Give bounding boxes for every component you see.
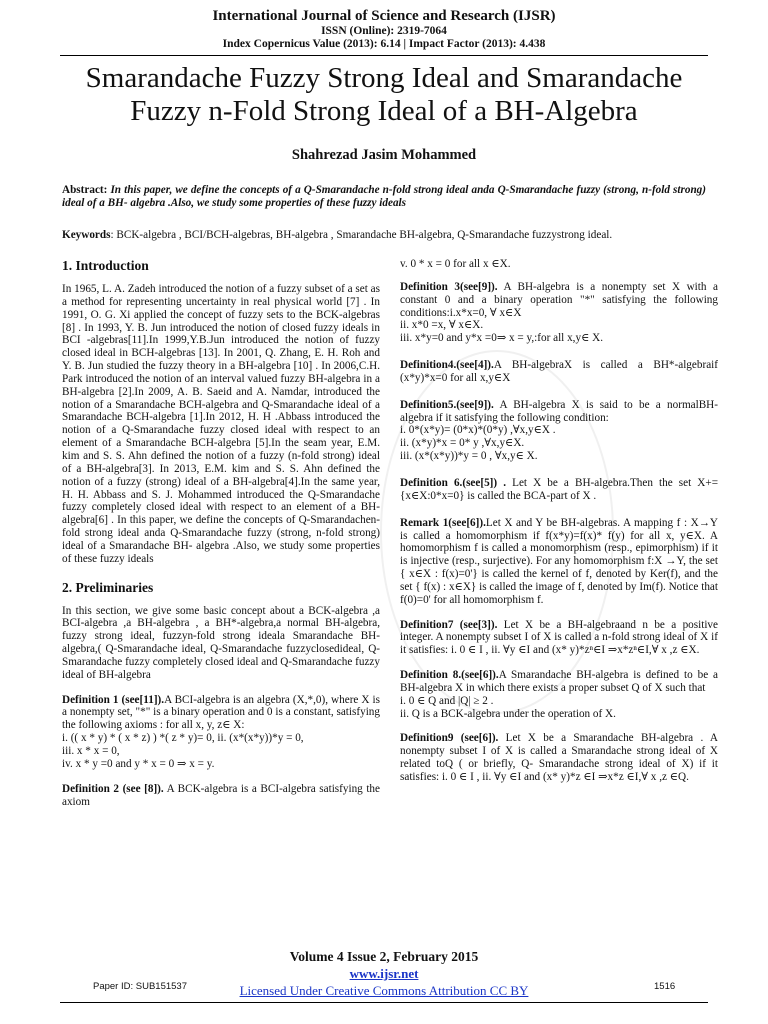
paper-id: Paper ID: SUB151537 [93,981,188,992]
definition-5: Definition5.(see[9]). A BH-algebra X is said to be a normalBH-algebra if it satisfying the following condition: i. 0*(x*y)= (0*x)*(0*y) ,∀x,y∈X . ii. (x*y)*x = 0* y ,∀x,y∈X. iii. (x*(x*y))*y = 0 , ∀x,y∈ X. [400,398,718,463]
remark-1: Remark 1(see[6]).Let X and Y be BH-algebras. A mapping f : X→Y is called a homomorphism if f(x*y)=f(x)* f(y) for all x, y∈X. A homomorphism f is called a monomorphism (resp., epimorphism) if it is injective (resp., surjective). For any homomorphism f:X →Y, the set { x∈X : f(x)=0'} is called the kernel of f, denoted by Ker(f), and the set { f(x) : x∈X} is called the image of f, denoted by Im(f). Notice that f(0)=0' for all homomorphism f. [400,516,718,606]
left-column [62,258,380,817]
title-line-1: Smarandache Fuzzy Strong Ideal and Smarandache [85,62,683,94]
header-rule [60,55,708,56]
author: Shahrezad Jasim Mohammed [291,147,477,163]
keywords [62,229,706,242]
abstract-label: Abstract: [62,184,108,196]
keywords-text: : BCK-algebra , BCI/BCH-algebras, BH-algebra , Smarandache BH-algebra, Q-Smarandache fuzzystrong ideal. [110,229,613,241]
definition-8: Definition 8.(see[6]).A Smarandache BH-algebra is defined to be a BH-algebra X in which there exists a proper subset Q of X such that i. 0 ∈ Q and |Q| ≥ 2 . ii. Q is a BCK-algebra under the operation of X. [400,669,719,720]
definition-6: Definition 6.(see[5]) . Let X be a BH-algebra.Then the set X+={x∈X:0*x=0} is called the BCA-part of X . [400,476,719,502]
footer-license-link[interactable]: Licensed Under Creative Commons Attribution CC BY [239,983,529,998]
footer-volume: Volume 4 Issue 2, February 2015 [289,949,479,964]
title-line-2: Fuzzy n-Fold Strong Ideal of a BH-Algebra [130,95,638,127]
definition-1: Definition 1 (see[11]).A BCI-algebra is an algebra (X,*,0), where X is a nonempty set, "*" is a binary operation and 0 is a constant, satisfying the following axioms : for all x, y, z∈ X: i. (( x * y) * ( x * z) ) *( z * y)= 0, ii. (x*(x*y))*y = 0, iii. x * x = 0, iv. x * y =0 and y * x = 0 ⇒ x = y. [62,693,380,770]
definition-3: Definition 3(see[9]). A BH-algebra is a nonempty set X with a constant 0 and a binary operation "*" satisfying the following conditions:i.x*x=0, ∀ x∈X ii. x*0 =x, ∀ x∈X. iii. x*y=0 and y*x =0⇒ x = y,:for all x,y∈ X. [400,280,718,345]
paper-title [30,62,738,128]
footer-url-link[interactable]: www.ijsr.net [349,966,419,981]
prelim-paragraph: In this section, we give some basic concept about a BCK-algebra ,a BCI-algebra ,a BH-algebra , a BH*-algebra,a normal BH-algebra, fuzzy strong ideal, fuzzyn-fold strong ideala Smarandache BH-algebra,( Q-Smarandache ideal, Q-Smarandache fuzzyclosedideal, Q-Smarandache fuzzy completely closed ideal and Q-Smarandache fuzzy ideal of BH-algebra [62,604,380,681]
issn: ISSN (Online): 2319-7064 [321,25,447,37]
page-header [0,8,768,51]
definition-9: Definition9 (see[6]). Let X be a Smarandache BH-algebra . A nonempty subset I of X is called a Smarandache strong ideal of X related toQ ( or briefly, Q- Smarandache strong ideal of X) if it satisfies: i. 0 ∈ I , ii. ∀y ∈I and (x* y)*z ∈I ⇒x*z ∈I,∀ x ,z ∈Q. [400,732,719,783]
journal-name: International Journal of Science and Research (IJSR) [212,8,556,24]
footer-rule [60,1002,708,1003]
abstract-text: In this paper, we define the concepts of a Q-Smarandache n-fold strong ideal anda Q-Smarandache fuzzy (strong, n-fold strong) ideal of a BH- algebra .Also, we study some properties of these fuzzy ideals [62,184,706,209]
page-number: 1516 [654,981,676,992]
axiom-v: v. 0 * x = 0 for all x ∈X. [400,258,511,270]
definition-4: Definition4.(see[4]).A BH-algebraX is called a BH*-algebraif (x*y)*x=0 for all x,y∈X [400,359,718,384]
right-column [400,258,718,793]
prelim-heading: 2. Preliminaries [62,579,154,595]
definition-7: Definition7 (see[3]). Let X be a BH-algebraand n be a positive integer. A nonempty subset I of X is called a n-fold strong ideal of X if it satisfies: i. 0 ∈ I , ii. ∀y ∈I and (x* y)*zⁿ∈I ⇒x*zⁿ∈I,∀ x ,z ∈X. [400,618,718,657]
intro-paragraph: In 1965, L. A. Zadeh introduced the notion of a fuzzy subset of a set as a method for representing uncertainty in real physical world [7] . In 1991, O. G. Xi applied the concept of fuzzy sets to the BCK-algebras [8] . In 1993, Y. B. Jun introduced the notion of closed fuzzy ideals in BCI -algebras[11].In 1999,Y.B.Jun introduced the notion of fuzzy closed ideal in BCH-algebras [13]. In 2001, Q. Zhang, E. H. Roh and Y. B. Jun studied the fuzzy theory in a BH-algebra [10] . In 2006,C.H. Park introduced the notion of an interval valued fuzzy BH-algebra in a BH-algebra [2].In 2009, A. B. Saeid and A. Namdar, introduced the notion of a Smarandache BCH-algebra and Q-Smarandache ideal of a Smarandache BCH-algebra [1].In 2012, H. H .Abbass introduced the notion of a Q-Smarandache fuzzy closed ideal with respect to an element of a Smarandache BCH-algebra [5].In the seam year, E.M. kim and S. S. Ahn defined the notion of a fuzzy (n-fold strong) ideal of a BH-algebra[3]. In 2013, E.M. kim and S. S. Ahn defined the notion of a fuzzy (strong) ideal of a BH-algebra[4].In the same year, H. H. Abbass and S. J. Mohammed introduced the Q-Smarandache fuzzy completely closed ideal with respect to an element of a BH-algebra[6] . In this paper, we define the concepts of Q-Smarandachen-fold strong ideal anda Q-Smarandache fuzzy (strong, n-fold strong) ideal of a Smarandache BH- algebra .Also, we study some properties of these fuzzy ideals [62,283,380,565]
definition-2: Definition 2 (see [8]). A BCK-algebra is a BCI-algebra satisfying the axiom [62,782,380,808]
intro-heading: 1. Introduction [62,258,149,273]
index-info: Index Copernicus Value (2013): 6.14 | Impact Factor (2013): 4.438 [222,38,546,50]
keywords-label: Keywords [62,229,111,241]
abstract [62,184,706,210]
